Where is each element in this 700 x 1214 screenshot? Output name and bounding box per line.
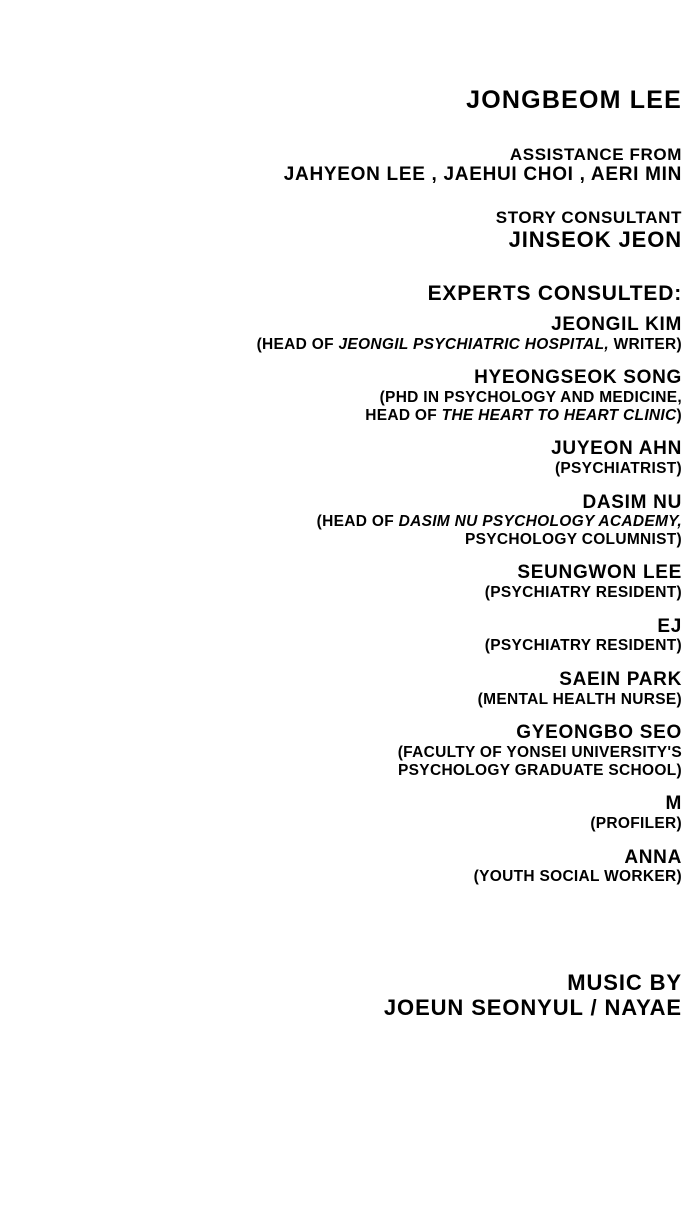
expert-detail-line: (MENTAL HEALTH NURSE) bbox=[477, 690, 682, 708]
experts-list bbox=[0, 314, 682, 900]
expert-name: SAEIN PARK bbox=[559, 669, 682, 691]
spacer bbox=[0, 306, 682, 314]
spacer bbox=[0, 833, 682, 847]
expert-name: HYEONGSEOK SONG bbox=[474, 367, 682, 389]
spacer bbox=[0, 779, 682, 793]
assistance-credit bbox=[0, 145, 682, 186]
expert-name: JEONGIL KIM bbox=[551, 313, 682, 335]
expert-entry bbox=[0, 492, 682, 563]
expert-entry bbox=[0, 847, 682, 900]
director-name: JONGBEOM LEE bbox=[466, 86, 682, 114]
spacer bbox=[0, 602, 682, 616]
music-names: JOEUN SEONYUL / NAYAE bbox=[383, 995, 682, 1021]
expert-name: JUYEON AHN bbox=[551, 438, 682, 460]
expert-detail-line: (PSYCHIATRY RESIDENT) bbox=[484, 584, 682, 602]
expert-detail-line: (HEAD OF DASIM NU PSYCHOLOGY ACADEMY, bbox=[316, 513, 682, 531]
story-consultant-name: JINSEOK JEON bbox=[508, 226, 682, 252]
expert-entry bbox=[0, 314, 682, 367]
expert-name: M bbox=[665, 793, 682, 815]
expert-detail-line: (PHD IN PSYCHOLOGY AND MEDICINE, bbox=[379, 388, 682, 406]
spacer bbox=[0, 186, 682, 208]
spacer bbox=[0, 353, 682, 367]
assistance-label: ASSISTANCE FROM bbox=[509, 144, 682, 164]
expert-entry bbox=[0, 562, 682, 615]
top-spacer bbox=[0, 0, 682, 86]
spacer bbox=[0, 115, 682, 145]
expert-name: ANNA bbox=[624, 846, 682, 868]
expert-name: EJ bbox=[657, 615, 682, 637]
spacer bbox=[0, 252, 682, 282]
expert-name: DASIM NU bbox=[582, 491, 682, 513]
music-label: MUSIC BY bbox=[567, 970, 682, 996]
assistance-names: JAHYEON LEE , JAEHUI CHOI , AERI MIN bbox=[283, 163, 682, 185]
story-consultant-credit bbox=[0, 208, 682, 252]
spacer bbox=[0, 708, 682, 722]
story-consultant-label: STORY CONSULTANT bbox=[495, 207, 682, 227]
expert-detail-line: (YOUTH SOCIAL WORKER) bbox=[473, 868, 682, 886]
expert-detail-line: (PSYCHIATRY RESIDENT) bbox=[484, 637, 682, 655]
experts-heading: EXPERTS CONSULTED: bbox=[427, 281, 682, 305]
spacer bbox=[0, 886, 682, 900]
spacer bbox=[0, 655, 682, 669]
expert-entry bbox=[0, 793, 682, 846]
expert-detail-line: HEAD OF THE HEART TO HEART CLINIC) bbox=[365, 406, 682, 424]
director-credit bbox=[0, 86, 682, 115]
experts-section bbox=[0, 282, 682, 900]
expert-detail-line: (FACULTY OF YONSEI UNIVERSITY'S bbox=[397, 744, 682, 762]
expert-entry bbox=[0, 722, 682, 793]
expert-detail-line: (HEAD OF JEONGIL PSYCHIATRIC HOSPITAL, WRITER) bbox=[256, 335, 682, 353]
expert-entry bbox=[0, 438, 682, 491]
expert-name: GYEONGBO SEO bbox=[516, 722, 682, 744]
expert-detail-line: (PROFILER) bbox=[590, 815, 682, 833]
spacer bbox=[0, 424, 682, 438]
spacer bbox=[0, 900, 682, 970]
music-credit bbox=[0, 970, 682, 1020]
expert-detail-line: PSYCHOLOGY COLUMNIST) bbox=[465, 530, 682, 548]
expert-entry bbox=[0, 367, 682, 438]
expert-name: SEUNGWON LEE bbox=[517, 562, 682, 584]
expert-entry bbox=[0, 616, 682, 669]
expert-detail-line: PSYCHOLOGY GRADUATE SCHOOL) bbox=[398, 761, 682, 779]
expert-entry bbox=[0, 669, 682, 722]
expert-detail-line: (PSYCHIATRIST) bbox=[554, 459, 682, 477]
spacer bbox=[0, 478, 682, 492]
spacer bbox=[0, 548, 682, 562]
